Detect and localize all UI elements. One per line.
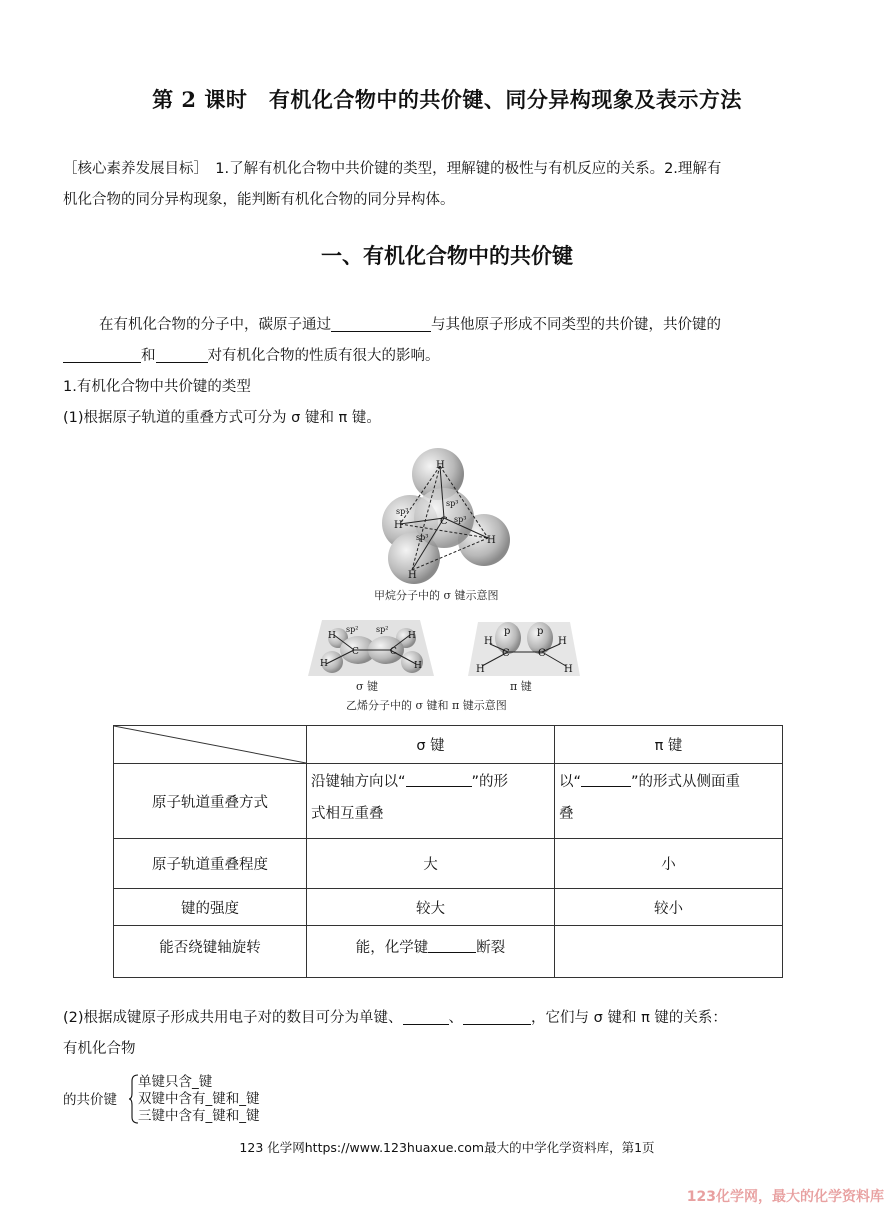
fill-blank (156, 346, 208, 363)
row-label: 键的强度 (114, 889, 307, 926)
item1-heading: 1.有机化合物中共价键的类型 (63, 379, 251, 395)
table-row (114, 926, 783, 978)
watermark: 123化学网，最大的化学资料库 (686, 1189, 884, 1205)
item1-sub2 (63, 1003, 853, 1065)
atom-label: H (414, 661, 422, 671)
intro-text-4: 对有机化合物的性质有很大的影响。 (207, 348, 440, 364)
bond-type-prefix: 的共价键 (63, 1092, 117, 1108)
cell-text: 式相互重叠 (311, 806, 384, 822)
item1-sub1: (1)根据原子轨道的重叠方式可分为 σ 键和 π 键。 (63, 410, 381, 426)
orbital-label: p (504, 626, 511, 637)
double-bond-line: 双键中含有_键和_键 (138, 1091, 260, 1107)
page-footer: 123 化学网https://www.123huaxue.com最大的中学化学资料库，第1页 (239, 1140, 655, 1155)
atom-label: C (538, 648, 546, 659)
atom-label: H (408, 631, 416, 641)
hybrid-label: sp² (346, 625, 359, 634)
triple-bond-line: 三键中含有_键和_键 (138, 1108, 260, 1124)
atom-label: H (487, 535, 496, 546)
fill-blank (463, 1008, 531, 1025)
atom-label: C (440, 516, 448, 527)
atom-label: H (476, 664, 485, 675)
intro-text-3: 和 (141, 348, 156, 364)
sub2-text: ，它们与 σ 键和 π 键的关系： (531, 1010, 727, 1026)
cell-text: ”的形式从侧面重 (631, 774, 741, 790)
atom-label: H (394, 520, 403, 531)
single-bond-line: 单键只含_键 (138, 1074, 213, 1090)
intro-paragraph (63, 310, 843, 434)
table-cell: 较大 (307, 889, 555, 926)
methane-caption: 甲烷分子中的 σ 键示意图 (374, 589, 499, 602)
hybrid-label: sp³ (396, 507, 409, 516)
table-cell (307, 926, 555, 978)
atom-label: C (502, 648, 510, 659)
table-cell: 大 (307, 839, 555, 889)
fill-blank (403, 1008, 449, 1025)
goals-line-2: 机化合物的同分异构现象，能判断有机化合物的同分异构体。 (63, 192, 455, 208)
fill-blank (428, 936, 476, 953)
learning-goals (63, 154, 843, 216)
header-pi: π 键 (555, 726, 783, 764)
atom-label: C (390, 647, 397, 657)
fill-blank (406, 770, 472, 787)
row-label: 能否绕键轴旋转 (114, 926, 307, 978)
sub2-line-2: 有机化合物 (63, 1041, 136, 1057)
cell-text: 以“ (559, 774, 582, 790)
bond-comparison-table (113, 725, 783, 978)
atom-label: H (408, 570, 417, 581)
hybrid-label: sp³ (416, 533, 429, 542)
table-cell (555, 764, 783, 839)
cell-text: ”的形 (471, 774, 509, 790)
ethylene-caption: 乙烯分子中的 σ 键和 π 键示意图 (346, 699, 507, 712)
cell-text: 沿键轴方向以“ (311, 774, 406, 790)
hybrid-label: sp² (376, 625, 389, 634)
atom-label: H (320, 659, 328, 669)
atom-label: H (436, 460, 445, 471)
atom-label: C (352, 647, 359, 657)
atom-label: H (484, 636, 493, 647)
atom-label: H (328, 631, 336, 641)
intro-text-1: 在有机化合物的分子中，碳原子通过 (99, 317, 331, 333)
table-cell (555, 926, 783, 978)
diagonal-header-cell (114, 726, 307, 764)
row-label: 原子轨道重叠方式 (114, 764, 307, 839)
row-label: 原子轨道重叠程度 (114, 839, 307, 889)
ethylene-pi-diagram (468, 616, 580, 680)
atom-label: H (558, 636, 567, 647)
hybrid-label: sp³ (446, 499, 459, 508)
bond-type-list (138, 1074, 260, 1125)
atom-label: H (564, 664, 573, 675)
intro-text-2: 与其他原子形成不同类型的共价键，共价键的 (431, 317, 721, 333)
sub2-text: 、 (448, 1010, 464, 1026)
table-row (114, 839, 783, 889)
cell-text: 断裂 (476, 940, 506, 956)
fill-blank (581, 770, 631, 787)
sigma-label: σ 键 (356, 680, 379, 693)
pi-label: π 键 (510, 680, 532, 693)
orbital-label: p (537, 626, 544, 637)
table-cell: 小 (555, 839, 783, 889)
methane-sigma-diagram (370, 446, 520, 588)
table-row (114, 889, 783, 926)
cell-text: 叠 (559, 806, 574, 822)
fill-blank (331, 315, 431, 332)
page-title: 第 2 课时 有机化合物中的共价键、同分异构现象及表示方法 (152, 87, 742, 112)
ethylene-sigma-diagram (308, 616, 434, 680)
table-row (114, 764, 783, 839)
goals-line-1: ［核心素养发展目标］ 1.了解有机化合物中共价键的类型，理解键的极性与有机反应的关系。2.理解有 (63, 161, 722, 177)
table-header-row (114, 726, 783, 764)
fill-blank (63, 346, 141, 363)
table-cell (307, 764, 555, 839)
hybrid-label: sp³ (454, 515, 467, 524)
header-sigma: σ 键 (307, 726, 555, 764)
cell-text: 能，化学键 (355, 940, 429, 956)
sub2-text: (2)根据成键原子形成共用电子对的数目可分为单键、 (63, 1010, 403, 1026)
section-heading: 一、有机化合物中的共价键 (321, 243, 573, 268)
table-cell: 较小 (555, 889, 783, 926)
